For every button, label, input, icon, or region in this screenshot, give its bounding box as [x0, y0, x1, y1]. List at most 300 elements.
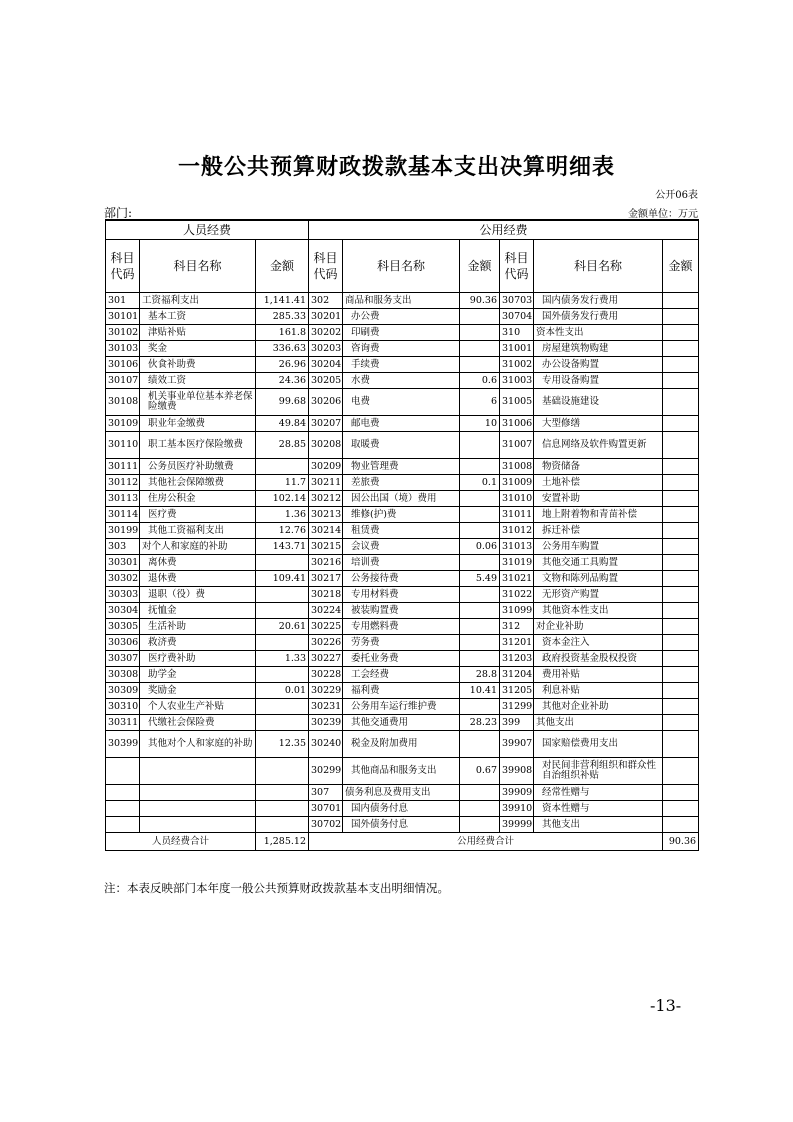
- cell-name: 信息网络及软件购置更新: [534, 432, 663, 459]
- cell-amount: 285.33: [256, 309, 309, 325]
- cell-code: 30108: [106, 389, 140, 416]
- cell-amount: 6: [460, 389, 500, 416]
- cell-amount: 99.68: [256, 389, 309, 416]
- cell-name: 公务员医疗补助缴费: [140, 459, 256, 475]
- cell-code: 31013: [500, 539, 534, 555]
- cell-amount: [663, 555, 699, 571]
- cell-code: 31099: [500, 603, 534, 619]
- cell-name: 机关事业单位基本养老保险缴费: [140, 389, 256, 416]
- cell-amount: [256, 758, 309, 785]
- cell-code: 39909: [500, 785, 534, 801]
- cell-name: 税金及附加费用: [343, 731, 460, 758]
- cell-name: 对企业补助: [534, 619, 663, 635]
- cell-code: 30206: [309, 389, 343, 416]
- cell-amount: [256, 667, 309, 683]
- totals-row: [106, 833, 699, 851]
- cell-code: 301: [106, 293, 140, 309]
- cell-name: 助学金: [140, 667, 256, 683]
- cell-code: 30213: [309, 507, 343, 523]
- cell-amount: [256, 817, 309, 833]
- col-header-name: 科目名称: [343, 240, 460, 293]
- table-row: [106, 341, 699, 357]
- cell-name: 水费: [343, 373, 460, 389]
- department-label: 部门:: [104, 206, 133, 220]
- cell-name: 国外债务付息: [343, 817, 460, 833]
- cell-name: 其他资本性支出: [534, 603, 663, 619]
- cell-name: 福利费: [343, 683, 460, 699]
- cell-name: 其他对企业补助: [534, 699, 663, 715]
- cell-code: 302: [309, 293, 343, 309]
- cell-name: [140, 758, 256, 785]
- cell-amount: 109.41: [256, 571, 309, 587]
- form-number: 公开06表: [655, 190, 698, 201]
- cell-code: 30208: [309, 432, 343, 459]
- cell-code: 39999: [500, 817, 534, 833]
- table-row: [106, 309, 699, 325]
- cell-name: 文物和陈列品购置: [534, 571, 663, 587]
- col-header-amount: 金额: [256, 240, 309, 293]
- cell-code: 31011: [500, 507, 534, 523]
- cell-name: 奖金: [140, 341, 256, 357]
- cell-name: 医疗费: [140, 507, 256, 523]
- cell-amount: [460, 309, 500, 325]
- cell-code: 30306: [106, 635, 140, 651]
- cell-code: 30399: [106, 731, 140, 758]
- cell-name: 公务用车运行维护费: [343, 699, 460, 715]
- personnel-total-label: 人员经费合计: [106, 833, 256, 851]
- cell-code: 30305: [106, 619, 140, 635]
- cell-amount: [663, 715, 699, 731]
- cell-name: 物业管理费: [343, 459, 460, 475]
- cell-name: 职业年金缴费: [140, 416, 256, 432]
- table-row: [106, 699, 699, 715]
- public-total-value: 90.36: [663, 833, 699, 851]
- cell-amount: [663, 603, 699, 619]
- cell-code: 30224: [309, 603, 343, 619]
- cell-amount: [460, 801, 500, 817]
- cell-code: 30112: [106, 475, 140, 491]
- cell-code: 30201: [309, 309, 343, 325]
- cell-name: 抚恤金: [140, 603, 256, 619]
- cell-name: 大型修缮: [534, 416, 663, 432]
- cell-name: 退职（役）费: [140, 587, 256, 603]
- cell-name: 咨询费: [343, 341, 460, 357]
- unit-label: 金额单位：万元: [628, 209, 698, 220]
- cell-code: 31009: [500, 475, 534, 491]
- table-row: [106, 651, 699, 667]
- cell-code: 30307: [106, 651, 140, 667]
- cell-name: 委托业务费: [343, 651, 460, 667]
- table-row: [106, 587, 699, 603]
- cell-code: 30310: [106, 699, 140, 715]
- group-header-public: 公用经费: [309, 220, 699, 240]
- cell-name: 国内债务发行费用: [534, 293, 663, 309]
- cell-amount: [663, 539, 699, 555]
- table-row: [106, 571, 699, 587]
- table-row: [106, 555, 699, 571]
- cell-amount: [663, 416, 699, 432]
- column-header-row: [106, 240, 699, 293]
- cell-name: 其他支出: [534, 715, 663, 731]
- cell-name: 生活补助: [140, 619, 256, 635]
- cell-amount: [460, 635, 500, 651]
- cell-code: 30303: [106, 587, 140, 603]
- cell-amount: [460, 651, 500, 667]
- footnote: 注：本表反映部门本年度一般公共预算财政拨款基本支出明细情况。: [104, 881, 449, 895]
- cell-name: 政府投资基金股权投资: [534, 651, 663, 667]
- cell-name: 工资福利支出: [140, 293, 256, 309]
- cell-amount: 49.84: [256, 416, 309, 432]
- cell-code: 312: [500, 619, 534, 635]
- cell-name: 安置补助: [534, 491, 663, 507]
- expenditure-table: [105, 219, 699, 851]
- cell-amount: 1.33: [256, 651, 309, 667]
- cell-amount: [663, 293, 699, 309]
- cell-code: 30227: [309, 651, 343, 667]
- cell-amount: [663, 801, 699, 817]
- cell-amount: 10: [460, 416, 500, 432]
- cell-name: 其他交通费用: [343, 715, 460, 731]
- cell-code: 30103: [106, 341, 140, 357]
- cell-code: [106, 817, 140, 833]
- cell-amount: 28.23: [460, 715, 500, 731]
- cell-code: 30107: [106, 373, 140, 389]
- cell-name: 办公费: [343, 309, 460, 325]
- table-row: [106, 603, 699, 619]
- cell-name: 代缴社会保险费: [140, 715, 256, 731]
- table-row: [106, 667, 699, 683]
- cell-code: 399: [500, 715, 534, 731]
- cell-name: 土地补偿: [534, 475, 663, 491]
- cell-amount: [256, 785, 309, 801]
- cell-code: 30202: [309, 325, 343, 341]
- cell-code: 31019: [500, 555, 534, 571]
- cell-name: 拆迁补偿: [534, 523, 663, 539]
- cell-amount: [663, 587, 699, 603]
- cell-code: 30309: [106, 683, 140, 699]
- cell-name: 债务利息及费用支出: [343, 785, 460, 801]
- cell-name: 经常性赠与: [534, 785, 663, 801]
- table-row: [106, 539, 699, 555]
- cell-code: 30217: [309, 571, 343, 587]
- cell-amount: 0.01: [256, 683, 309, 699]
- cell-name: 奖励金: [140, 683, 256, 699]
- cell-amount: [663, 785, 699, 801]
- cell-amount: [663, 635, 699, 651]
- cell-code: 31201: [500, 635, 534, 651]
- cell-name: 差旅费: [343, 475, 460, 491]
- cell-name: 住房公积金: [140, 491, 256, 507]
- cell-code: 30214: [309, 523, 343, 539]
- cell-code: 30106: [106, 357, 140, 373]
- cell-amount: 28.85: [256, 432, 309, 459]
- cell-amount: [460, 587, 500, 603]
- cell-amount: [256, 459, 309, 475]
- cell-code: 30199: [106, 523, 140, 539]
- cell-amount: [460, 341, 500, 357]
- cell-code: 30702: [309, 817, 343, 833]
- cell-amount: [663, 683, 699, 699]
- group-header-personnel: 人员经费: [106, 220, 309, 240]
- cell-amount: [663, 475, 699, 491]
- cell-name: 公务用车购置: [534, 539, 663, 555]
- cell-amount: [663, 651, 699, 667]
- cell-code: [106, 758, 140, 785]
- table-row: [106, 817, 699, 833]
- table-row: [106, 523, 699, 539]
- cell-name: [140, 817, 256, 833]
- table-row: [106, 785, 699, 801]
- cell-name: 会议费: [343, 539, 460, 555]
- cell-code: 30703: [500, 293, 534, 309]
- cell-amount: 11.7: [256, 475, 309, 491]
- table-row: [106, 507, 699, 523]
- col-header-amount: 金额: [663, 240, 699, 293]
- cell-amount: [460, 619, 500, 635]
- cell-name: 其他商品和服务支出: [343, 758, 460, 785]
- cell-code: 31205: [500, 683, 534, 699]
- table-row: [106, 459, 699, 475]
- cell-code: 31299: [500, 699, 534, 715]
- cell-code: [106, 801, 140, 817]
- cell-name: 因公出国（境）费用: [343, 491, 460, 507]
- cell-name: 维修(护)费: [343, 507, 460, 523]
- cell-name: 国家赔偿费用支出: [534, 731, 663, 758]
- cell-code: 30239: [309, 715, 343, 731]
- cell-name: 培训费: [343, 555, 460, 571]
- cell-amount: 336.63: [256, 341, 309, 357]
- cell-amount: 0.1: [460, 475, 500, 491]
- cell-amount: 5.49: [460, 571, 500, 587]
- cell-name: 津贴补贴: [140, 325, 256, 341]
- cell-name: 印刷费: [343, 325, 460, 341]
- cell-amount: [460, 459, 500, 475]
- cell-name: 国内债务付息: [343, 801, 460, 817]
- cell-name: 其他交通工具购置: [534, 555, 663, 571]
- cell-code: 31002: [500, 357, 534, 373]
- cell-amount: [460, 699, 500, 715]
- cell-amount: [663, 571, 699, 587]
- cell-amount: [256, 555, 309, 571]
- cell-name: 医疗费补助: [140, 651, 256, 667]
- cell-code: 30218: [309, 587, 343, 603]
- cell-name: 个人农业生产补贴: [140, 699, 256, 715]
- cell-name: 基本工资: [140, 309, 256, 325]
- cell-code: 30226: [309, 635, 343, 651]
- table-row: [106, 416, 699, 432]
- cell-code: 30204: [309, 357, 343, 373]
- cell-code: 30215: [309, 539, 343, 555]
- cell-amount: [663, 389, 699, 416]
- cell-code: 31001: [500, 341, 534, 357]
- cell-code: 30207: [309, 416, 343, 432]
- cell-code: [106, 785, 140, 801]
- cell-code: 310: [500, 325, 534, 341]
- table-row: [106, 475, 699, 491]
- col-header-amount: 金额: [460, 240, 500, 293]
- cell-code: 30110: [106, 432, 140, 459]
- cell-amount: [663, 357, 699, 373]
- cell-amount: 12.76: [256, 523, 309, 539]
- col-header-code: 科目代码: [309, 240, 343, 293]
- cell-amount: [256, 603, 309, 619]
- cell-name: 手续费: [343, 357, 460, 373]
- cell-name: 商品和服务支出: [343, 293, 460, 309]
- table-row: [106, 357, 699, 373]
- cell-name: 其他对个人和家庭的补助: [140, 731, 256, 758]
- table-row: [106, 758, 699, 785]
- cell-name: 房屋建筑物购建: [534, 341, 663, 357]
- col-header-code: 科目代码: [106, 240, 140, 293]
- cell-code: 30113: [106, 491, 140, 507]
- cell-code: 31204: [500, 667, 534, 683]
- personnel-total-value: 1,285.12: [256, 833, 309, 851]
- table-row: [106, 491, 699, 507]
- cell-name: 救济费: [140, 635, 256, 651]
- group-header-row: [106, 220, 699, 240]
- cell-code: 30109: [106, 416, 140, 432]
- cell-amount: 102.14: [256, 491, 309, 507]
- cell-code: 30304: [106, 603, 140, 619]
- cell-code: 307: [309, 785, 343, 801]
- cell-name: 被装购置费: [343, 603, 460, 619]
- cell-amount: [663, 325, 699, 341]
- cell-amount: [663, 491, 699, 507]
- cell-code: 30704: [500, 309, 534, 325]
- table-row: [106, 389, 699, 416]
- cell-name: 工会经费: [343, 667, 460, 683]
- page-title: 一般公共预算财政拨款基本支出决算明细表: [177, 155, 615, 180]
- cell-amount: 12.35: [256, 731, 309, 758]
- cell-code: 30240: [309, 731, 343, 758]
- cell-amount: [460, 603, 500, 619]
- cell-name: 邮电费: [343, 416, 460, 432]
- cell-amount: [460, 357, 500, 373]
- cell-amount: 1,141.41: [256, 293, 309, 309]
- table-row: [106, 325, 699, 341]
- cell-amount: 90.36: [460, 293, 500, 309]
- cell-amount: [663, 699, 699, 715]
- cell-name: 取暖费: [343, 432, 460, 459]
- cell-code: 30102: [106, 325, 140, 341]
- cell-name: 基础设施建设: [534, 389, 663, 416]
- cell-amount: [256, 587, 309, 603]
- cell-code: 30203: [309, 341, 343, 357]
- table-row: [106, 293, 699, 309]
- cell-amount: [460, 491, 500, 507]
- cell-amount: [460, 523, 500, 539]
- cell-amount: [663, 667, 699, 683]
- cell-code: 31203: [500, 651, 534, 667]
- cell-name: 无形资产购置: [534, 587, 663, 603]
- table-row: [106, 635, 699, 651]
- cell-amount: [663, 459, 699, 475]
- cell-amount: [663, 731, 699, 758]
- cell-amount: 0.6: [460, 373, 500, 389]
- cell-amount: [256, 635, 309, 651]
- cell-code: 30308: [106, 667, 140, 683]
- cell-name: 地上附着物和青苗补偿: [534, 507, 663, 523]
- cell-name: 费用补贴: [534, 667, 663, 683]
- cell-name: 绩效工资: [140, 373, 256, 389]
- cell-amount: 28.8: [460, 667, 500, 683]
- cell-amount: [256, 699, 309, 715]
- cell-name: [140, 785, 256, 801]
- cell-name: 专用材料费: [343, 587, 460, 603]
- cell-name: 办公设备购置: [534, 357, 663, 373]
- cell-name: 退休费: [140, 571, 256, 587]
- cell-code: 30212: [309, 491, 343, 507]
- cell-amount: [663, 619, 699, 635]
- page-number: -13-: [650, 996, 682, 1015]
- cell-code: 30205: [309, 373, 343, 389]
- cell-amount: [460, 817, 500, 833]
- cell-name: 租赁费: [343, 523, 460, 539]
- cell-amount: 10.41: [460, 683, 500, 699]
- cell-name: 资本性支出: [534, 325, 663, 341]
- cell-amount: 24.36: [256, 373, 309, 389]
- cell-amount: [663, 341, 699, 357]
- cell-code: 30231: [309, 699, 343, 715]
- cell-name: 对个人和家庭的补助: [140, 539, 256, 555]
- cell-amount: 0.67: [460, 758, 500, 785]
- cell-amount: 26.96: [256, 357, 309, 373]
- cell-name: 职工基本医疗保险缴费: [140, 432, 256, 459]
- col-header-name: 科目名称: [140, 240, 256, 293]
- cell-amount: [663, 432, 699, 459]
- cell-code: 39907: [500, 731, 534, 758]
- table-row: [106, 619, 699, 635]
- cell-code: 39908: [500, 758, 534, 785]
- cell-name: 其他工资福利支出: [140, 523, 256, 539]
- cell-amount: [256, 801, 309, 817]
- cell-amount: [256, 715, 309, 731]
- cell-code: 30209: [309, 459, 343, 475]
- cell-amount: [460, 785, 500, 801]
- table-row: [106, 715, 699, 731]
- cell-code: 31007: [500, 432, 534, 459]
- cell-code: 303: [106, 539, 140, 555]
- cell-code: 31021: [500, 571, 534, 587]
- cell-name: [140, 801, 256, 817]
- cell-name: 专用设备购置: [534, 373, 663, 389]
- cell-amount: [460, 731, 500, 758]
- cell-amount: [460, 432, 500, 459]
- cell-code: 30299: [309, 758, 343, 785]
- cell-code: 31008: [500, 459, 534, 475]
- cell-code: 30111: [106, 459, 140, 475]
- col-header-code: 科目代码: [500, 240, 534, 293]
- cell-name: 伙食补助费: [140, 357, 256, 373]
- cell-name: 其他社会保障缴费: [140, 475, 256, 491]
- table-row: [106, 731, 699, 758]
- cell-code: 31010: [500, 491, 534, 507]
- cell-amount: [663, 817, 699, 833]
- col-header-name: 科目名称: [534, 240, 663, 293]
- cell-code: 30101: [106, 309, 140, 325]
- cell-amount: [460, 325, 500, 341]
- cell-amount: 1.36: [256, 507, 309, 523]
- cell-code: 31022: [500, 587, 534, 603]
- cell-name: 专用燃料费: [343, 619, 460, 635]
- cell-code: 31005: [500, 389, 534, 416]
- cell-name: 物资储备: [534, 459, 663, 475]
- table-row: [106, 683, 699, 699]
- cell-amount: 0.06: [460, 539, 500, 555]
- cell-amount: [460, 555, 500, 571]
- cell-name: 对民间非营利组织和群众性自治组织补贴: [534, 758, 663, 785]
- cell-amount: [460, 507, 500, 523]
